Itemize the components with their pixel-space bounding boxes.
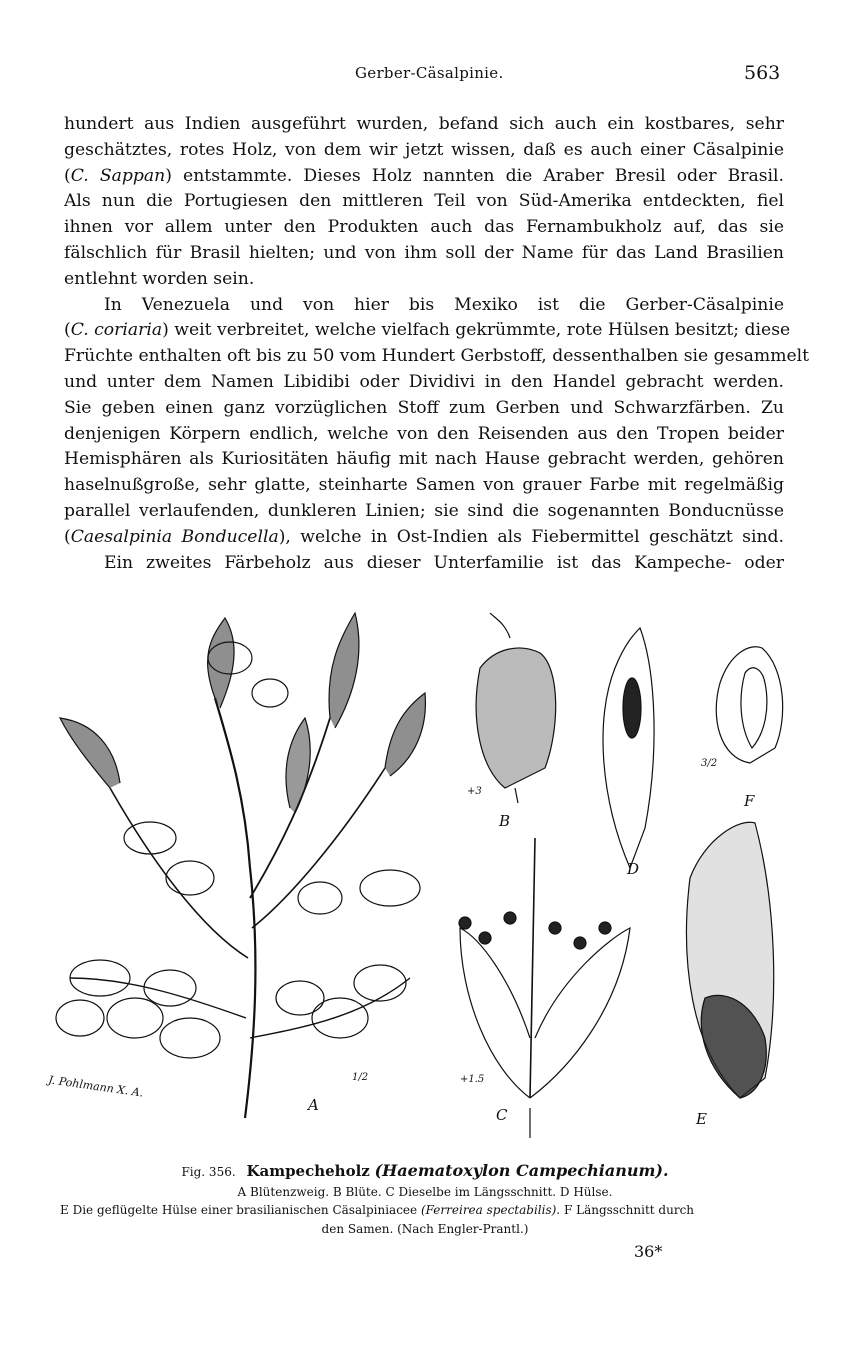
- text-line: Ein zweites Färbeholz aus dieser Unterfamilie ist das Kampeche- oder: [104, 552, 784, 573]
- text-line: ihnen vor allem unter den Produkten auch das Fernambukholz auf, das sie: [64, 217, 784, 238]
- seed-section-illustration: [716, 647, 782, 763]
- body-text: [64, 112, 810, 576]
- page-number: 563: [744, 62, 781, 84]
- caption-legend-line: E Die geflügelte Hülse einer brasilianischen Cäsalpiniacee (Ferreirea spectabilis). F Längsschnitt durch: [60, 1203, 695, 1217]
- text-line: geschätztes, rotes Holz, von dem wir jetzt wissen, daß es auch einer Cäsalpinie: [64, 139, 784, 160]
- flower-section-illustration: [459, 838, 630, 1138]
- text-line: hundert aus Indien ausgeführt wurden, befand sich auch ein kostbares, sehr: [64, 114, 784, 134]
- scale-mark-f: 3/2: [701, 758, 718, 769]
- flowering-branch-illustration: [56, 613, 425, 1118]
- latin-name: Caesalpinia Bonducella: [70, 526, 279, 547]
- caption-legend-line: A Blütenzweig. B Blüte. C Dieselbe im Längsschnitt. D Hülse.: [237, 1185, 613, 1199]
- running-title: Gerber-Cäsalpinie.: [355, 64, 504, 82]
- text-line: denjenigen Körpern endlich, welche von den Reisenden aus den Tropen beider: [64, 423, 784, 444]
- scale-mark-a: 1/2: [352, 1072, 369, 1083]
- figure-letter-f: F: [744, 792, 755, 810]
- figure-letter-d: D: [627, 860, 640, 878]
- running-head: [0, 64, 850, 88]
- text-line: Sie geben einen ganz vorzüglichen Stoff zum Gerben und Schwarzfärben. Zu: [64, 397, 784, 418]
- winged-pod-illustration: [687, 822, 774, 1098]
- text-line: (Caesalpinia Bonducella), welche in Ost-Indien als Fiebermittel geschätzt sind.: [64, 526, 784, 547]
- figure-caption: [40, 1160, 810, 1239]
- text-line: parallel verlaufenden, dunkleren Linien; sie sind die sogenannten Bonducnüsse: [64, 500, 784, 521]
- text-line: haselnußgroße, sehr glatte, steinharte Samen von grauer Farbe mit regelmäßig: [64, 475, 784, 496]
- caption-legend-line: den Samen. (Nach Engler-Prantl.): [321, 1222, 529, 1236]
- signature-mark: 36*: [634, 1242, 663, 1261]
- text-line: Als nun die Portugiesen den mittleren Teil von Süd-Amerika entdeckten, fiel: [64, 191, 784, 212]
- artist-signature: J. Pohlmann X. A.: [47, 1073, 145, 1100]
- figure-letter-b: B: [499, 812, 511, 830]
- figure-illustration: [40, 598, 800, 1138]
- latin-name: C. Sappan: [70, 165, 166, 186]
- pod-illustration: [603, 628, 654, 868]
- scale-mark-b: +3: [467, 786, 482, 797]
- figure-number: Fig. 356.: [181, 1165, 236, 1179]
- caption-latin: (Haematoxylon Campechianum).: [374, 1161, 669, 1180]
- text-line: In Venezuela und von hier bis Mexiko ist die Gerber-Cäsalpinie: [104, 294, 784, 315]
- text-line: (C. Sappan) entstammte. Dieses Holz nannten die Araber Bresil oder Brasil.: [64, 165, 784, 186]
- text-line: entlehnt worden sein.: [64, 268, 255, 289]
- text-line: Hemisphären als Kuriositäten häufig mit nach Hause gebracht werden, gehören: [64, 449, 784, 470]
- figure-letter-a: A: [308, 1096, 319, 1114]
- text-line: fälschlich für Brasil hielten; und von ihm soll der Name für das Land Brasilien: [64, 242, 784, 263]
- caption-title: Kampecheholz: [246, 1162, 370, 1180]
- botanical-figure: [40, 598, 800, 1138]
- figure-letter-c: C: [496, 1106, 508, 1124]
- flower-illustration: [476, 613, 556, 803]
- figure-letter-e: E: [696, 1110, 707, 1128]
- scale-mark-c: +1.5: [460, 1074, 485, 1085]
- text-line: Früchte enthalten oft bis zu 50 vom Hundert Gerbstoff, dessenthalben sie gesammelt: [64, 346, 810, 367]
- caption-title-line: [40, 1160, 810, 1182]
- text-line: (C. coriaria) weit verbreitet, welche vielfach gekrümmte, rote Hülsen besitzt; diese: [64, 320, 791, 341]
- text-line: und unter dem Namen Libidibi oder Dividivi in den Handel gebracht werden.: [64, 371, 784, 392]
- latin-name: C. coriaria: [70, 320, 163, 341]
